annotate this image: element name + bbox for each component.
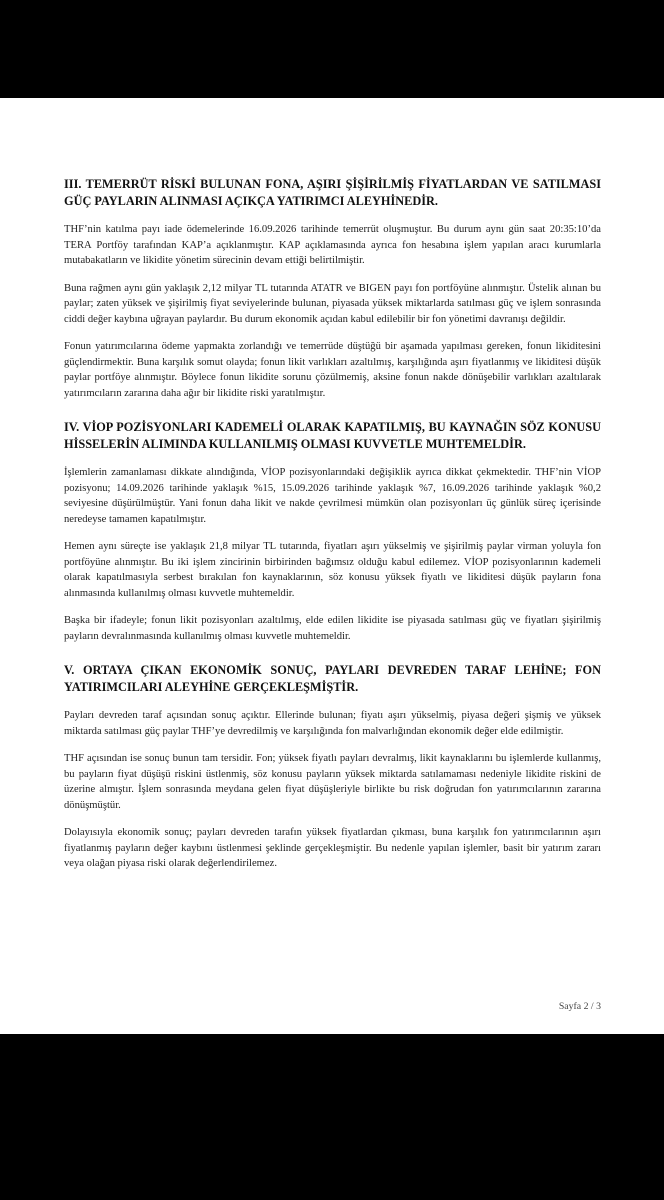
paragraph: THF açısından ise sonuç bunun tam tersidir. Fon; yüksek fiyatlı payları devralmış, likit kaynaklarını bu işlemlerde kullanmış, bu payların fiyat düşüşü riskini üstlenmiş, söz konusu payların yüksek miktarda satılamaması nedeniyle likidite riskini de üzerine almıştır. İşlem sonrasında meydana gelen fiyat düşüşleriyle birlikte bu risk doğrudan fon yatırımcılarının zararına dönüşmüştür.: [64, 753, 601, 811]
paragraph: Payları devreden taraf açısından sonuç açıktır. Ellerinde bulunan; fiyatı aşırı yükselmiş, piyasa değeri şişmiş ve yüksek miktarda satılması güç paylar THF’ye devredilmiş ve karşılığında fon malvarlığından ekonomik değer elde edilmiştir.: [64, 710, 601, 737]
paragraph: THF’nin katılma payı iade ödemelerinde 16.09.2026 tarihinde temerrüt oluşmuştur. Bu durum aynı gün saat 20:35:10’da TERA Portföy tarafından KAP’a açıklanmıştır. KAP açıklamasında ayrıca fon hesabına işlem yapılan aracı kurumlarla mutabakatların ve likidite yönetim sürecinin devam ettiği belirtilmiştir.: [64, 224, 601, 266]
paragraph: Dolayısıyla ekonomik sonuç; payları devreden tarafın yüksek fiyatlardan çıkması, buna karşılık fon yatırımcılarının aşırı fiyatlanmış payların değer kaybını üstlenmesi şeklinde gerçekleşmiştir. Bu nedenle yapılan işlemler, basit bir yatırım zararı veya olağan piyasa riski olarak değerlendirilemez.: [64, 827, 601, 869]
section-heading-iv: IV. VİOP POZİSYONLARI KADEMELİ OLARAK KAPATILMIŞ, BU KAYNAĞIN SÖZ KONUSU HİSSELERİN ALIMINDA KULLANILMIŞ OLMASI KUVVETLE MUHTEMELDİR.: [64, 420, 601, 451]
paragraph: İşlemlerin zamanlaması dikkate alındığında, VİOP pozisyonlarındaki değişiklik ayrıca dikkat çekmektedir. THF’nin VİOP pozisyonu; 14.09.2026 tarihinde yaklaşık %15, 15.09.2026 tarihinde yaklaşık %7, 16.09.2026 tarihinde yaklaşık %0,2 seviyesine düşürülmüştür. Yani fonun daha likit ve nakde çevrilmesi mümkün olan pozisyonları üç günlük süreç içerisinde neredeyse tamamen kapatılmıştır.: [64, 467, 601, 525]
paragraph: Hemen aynı süreçte ise yaklaşık 21,8 milyar TL tutarında, fiyatları aşırı yükselmiş ve şişirilmiş paylar virman yoluyla fon portföyüne alınmıştır. Bu iki işlem zincirinin birbirinden bağımsız olduğu kabul edilemez. VİOP pozisyonlarının kademeli olarak kapatılmasıyla serbest bırakılan fon kaynaklarının, söz konusu yüksek fiyatlı ve likiditesi düşük payların fona alınmasında kullanılmış olması kuvvetle muhtemeldir.: [64, 541, 601, 599]
paragraph: Fonun yatırımcılarına ödeme yapmakta zorlandığı ve temerrüde düştüğü bir aşamada yapılması gereken, fonun likiditesini güçlendirmektir. Buna karşılık somut olayda; fonun likit varlıkları azaltılmış, karşılığında aşırı fiyatlanmış ve likiditesi düşük paylar portföye alınmıştır. Böylece fonun likidite sorunu çözülmemiş, aksine fonun nakde dönüşebilir varlıkları azaltılarak yatırımcıların zararına daha ağır bir likidite riski yaratılmıştır.: [64, 341, 601, 399]
section-heading-iii: III. TEMERRÜT RİSKİ BULUNAN FONA, AŞIRI ŞİŞİRİLMİŞ FİYATLARDAN VE SATILMASI GÜÇ PAYLARIN ALINMASI AÇIKÇA YATIRIMCI ALEYHİNEDİR.: [64, 177, 601, 208]
section-heading-v: V. ORTAYA ÇIKAN EKONOMİK SONUÇ, PAYLARI DEVREDEN TARAF LEHİNE; FON YATIRIMCILARI ALEYHİNE GERÇEKLEŞMİŞTİR.: [64, 663, 601, 694]
document-page: [0, 98, 664, 1034]
document-body: [64, 176, 601, 884]
page-number: Sayfa 2 / 3: [558, 1001, 601, 1012]
paragraph: Buna rağmen aynı gün yaklaşık 2,12 milyar TL tutarında ATATR ve BIGEN payı fon portföyüne alınmıştır. Üstelik alınan bu paylar; zaten yüksek ve şişirilmiş fiyat seviyelerinde bulunan, piyasada yüksek miktarlarda satılması güç ve işlem sonrasında ciddi değer kaybına uğrayan paylardır. Bu durum ekonomik açıdan kabul edilebilir bir fon yönetimi davranışı değildir.: [64, 282, 601, 325]
paragraph: Başka bir ifadeyle; fonun likit pozisyonları azaltılmış, elde edilen likidite ise piyasada satılması güç ve fiyatları şişirilmiş payların devralınmasında kullanılmış olması kuvvetle muhtemeldir.: [64, 615, 601, 642]
